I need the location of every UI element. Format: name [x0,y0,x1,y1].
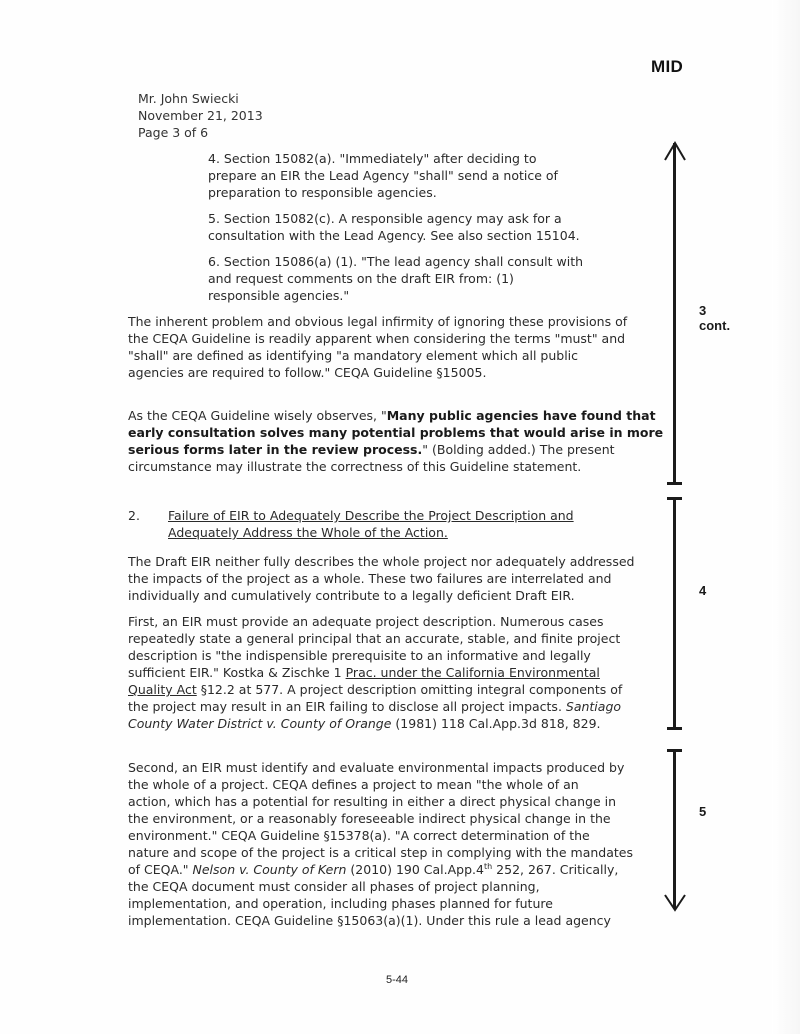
citation-title: Prac. under the California Environmental [345,665,600,680]
list-item-4 [208,150,638,201]
paragraph-line: "shall" are defined as identifying "a mandatory element which all public [128,348,579,363]
paragraph-line [128,861,648,878]
paragraph-line: the CEQA document must consider all phases of project planning, [128,879,540,894]
section-number: 2. [128,508,140,523]
page-indicator: Page 3 of 6 [138,125,209,140]
list-item-line: consultation with the Lead Agency. See also section 15104. [208,228,580,243]
paragraph-observes [128,407,664,475]
comment-label-4 [699,583,706,598]
list-item-6 [208,253,638,304]
plain-text: sufficient EIR." Kostka & Zischke 1 [128,665,346,680]
list-item-line: responsible agencies." [208,288,350,303]
paragraph-line: environment." CEQA Guideline §15378(a). "A correct determination of the [128,828,590,843]
bracket-cap [667,482,682,485]
paragraph-line: the environment, or a reasonably foreseeable indirect physical change in the [128,811,611,826]
section-heading-line: Failure of EIR to Adequately Describe the Project Description and [168,508,574,523]
paragraph-line [128,664,648,681]
page-footer-number: 5-44 [386,974,409,986]
paragraph-line [128,715,648,732]
comment-number: 3 [699,303,707,318]
letter-header [138,90,263,141]
comment-label-5 [699,804,706,819]
plain-text: 252, 267. Critically, [492,862,619,877]
list-item-line: preparation to responsible agencies. [208,185,437,200]
page-edge-shadow [772,0,800,1034]
letter-date: November 21, 2013 [138,108,263,123]
section-heading-line: Adequately Address the Whole of the Action. [168,525,448,540]
plain-text: (2010) 190 Cal.App.4 [346,862,484,877]
recipient-name: Mr. John Swiecki [138,91,239,106]
paragraph-line: Second, an EIR must identify and evaluate environmental impacts produced by [128,760,625,775]
paragraph-line [128,441,648,458]
paragraph-line: description is "the indispensible prerequisite to an informative and legally [128,648,591,663]
paragraph-line: First, an EIR must provide an adequate project description. Numerous cases [128,614,604,629]
paragraph-line: action, which has a potential for resulting in either a direct physical change in [128,794,617,809]
bold-quote: early consultation solves many potential problems that would arise in more [128,425,664,440]
paragraph-line: individually and cumulatively contribute to a legally deficient Draft EIR. [128,588,575,603]
paragraph-line: circumstance may illustrate the correctness of this Guideline statement. [128,459,582,474]
paragraph-line [128,407,656,424]
plain-text: the project may result in an EIR failing to disclose all project impacts. [128,699,566,714]
paragraph-second [128,759,648,929]
paragraph-line: The inherent problem and obvious legal infirmity of ignoring these provisions of [128,314,628,329]
list-item-line: 6. Section 15086(a) (1). "The lead agency shall consult with [208,254,584,269]
bold-quote: serious forms later in the review process. [128,442,423,457]
comment-continued: cont. [699,318,731,333]
plain-text: As the CEQA Guideline wisely observes, " [128,408,387,423]
paragraph-line: agencies are required to follow." CEQA Guideline §15005. [128,365,487,380]
paragraph-line: The Draft EIR neither fully describes the whole project nor adequately addressed [128,554,635,569]
plain-text: " (Bolding added.) The present [422,442,615,457]
bold-quote: Many public agencies have found that [386,408,656,423]
paragraph-draft-eir [128,553,648,604]
comment-bracket-5 [673,749,676,909]
paragraph-line: the CEQA Guideline is readily apparent when considering the terms "must" and [128,331,626,346]
list-item-5 [208,210,638,244]
list-item-line: and request comments on the draft EIR from: (1) [208,271,514,286]
paragraph-line: nature and scope of the project is a critical step in complying with the mandates [128,845,633,860]
comment-bracket-3 [673,143,676,485]
arrow-down-icon [662,893,688,913]
case-name: Nelson v. County of Kern [192,862,347,877]
corner-tag: MID [651,57,684,76]
paragraph-line: the impacts of the project as a whole. These two failures are interrelated and [128,571,612,586]
case-name: Santiago [565,699,622,714]
comment-bracket-4 [673,497,676,729]
paragraph-line: implementation, and operation, including phases planned for future [128,896,553,911]
paragraph-infirmity [128,313,648,381]
list-item-line: prepare an EIR the Lead Agency "shall" send a notice of [208,168,558,183]
paragraph-line: the whole of a project. CEQA defines a project to mean "the whole of an [128,777,579,792]
citation-title: Quality Act [128,682,197,697]
paragraph-line: repeatedly state a general principal that an accurate, stable, and finite project [128,631,621,646]
bracket-cap [667,727,682,730]
plain-text: §12.2 at 577. A project description omitting integral components of [196,682,623,697]
list-item-line: 4. Section 15082(a). "Immediately" after deciding to [208,151,537,166]
plain-text: of CEQA." [128,862,193,877]
section-heading [168,507,574,541]
paragraph-line [128,698,648,715]
paragraph-first [128,613,648,732]
superscript: th [483,861,493,871]
comment-number: 5 [699,804,707,819]
paragraph-line [128,681,648,698]
comment-label-3 [699,303,730,333]
plain-text: (1981) 118 Cal.App.3d 818, 829. [391,716,601,731]
list-item-line: 5. Section 15082(c). A responsible agency may ask for a [208,211,562,226]
case-name: County Water District v. County of Orange [128,716,392,731]
paragraph-line: implementation. CEQA Guideline §15063(a)(1). Under this rule a lead agency [128,913,611,928]
comment-number: 4 [699,583,707,598]
